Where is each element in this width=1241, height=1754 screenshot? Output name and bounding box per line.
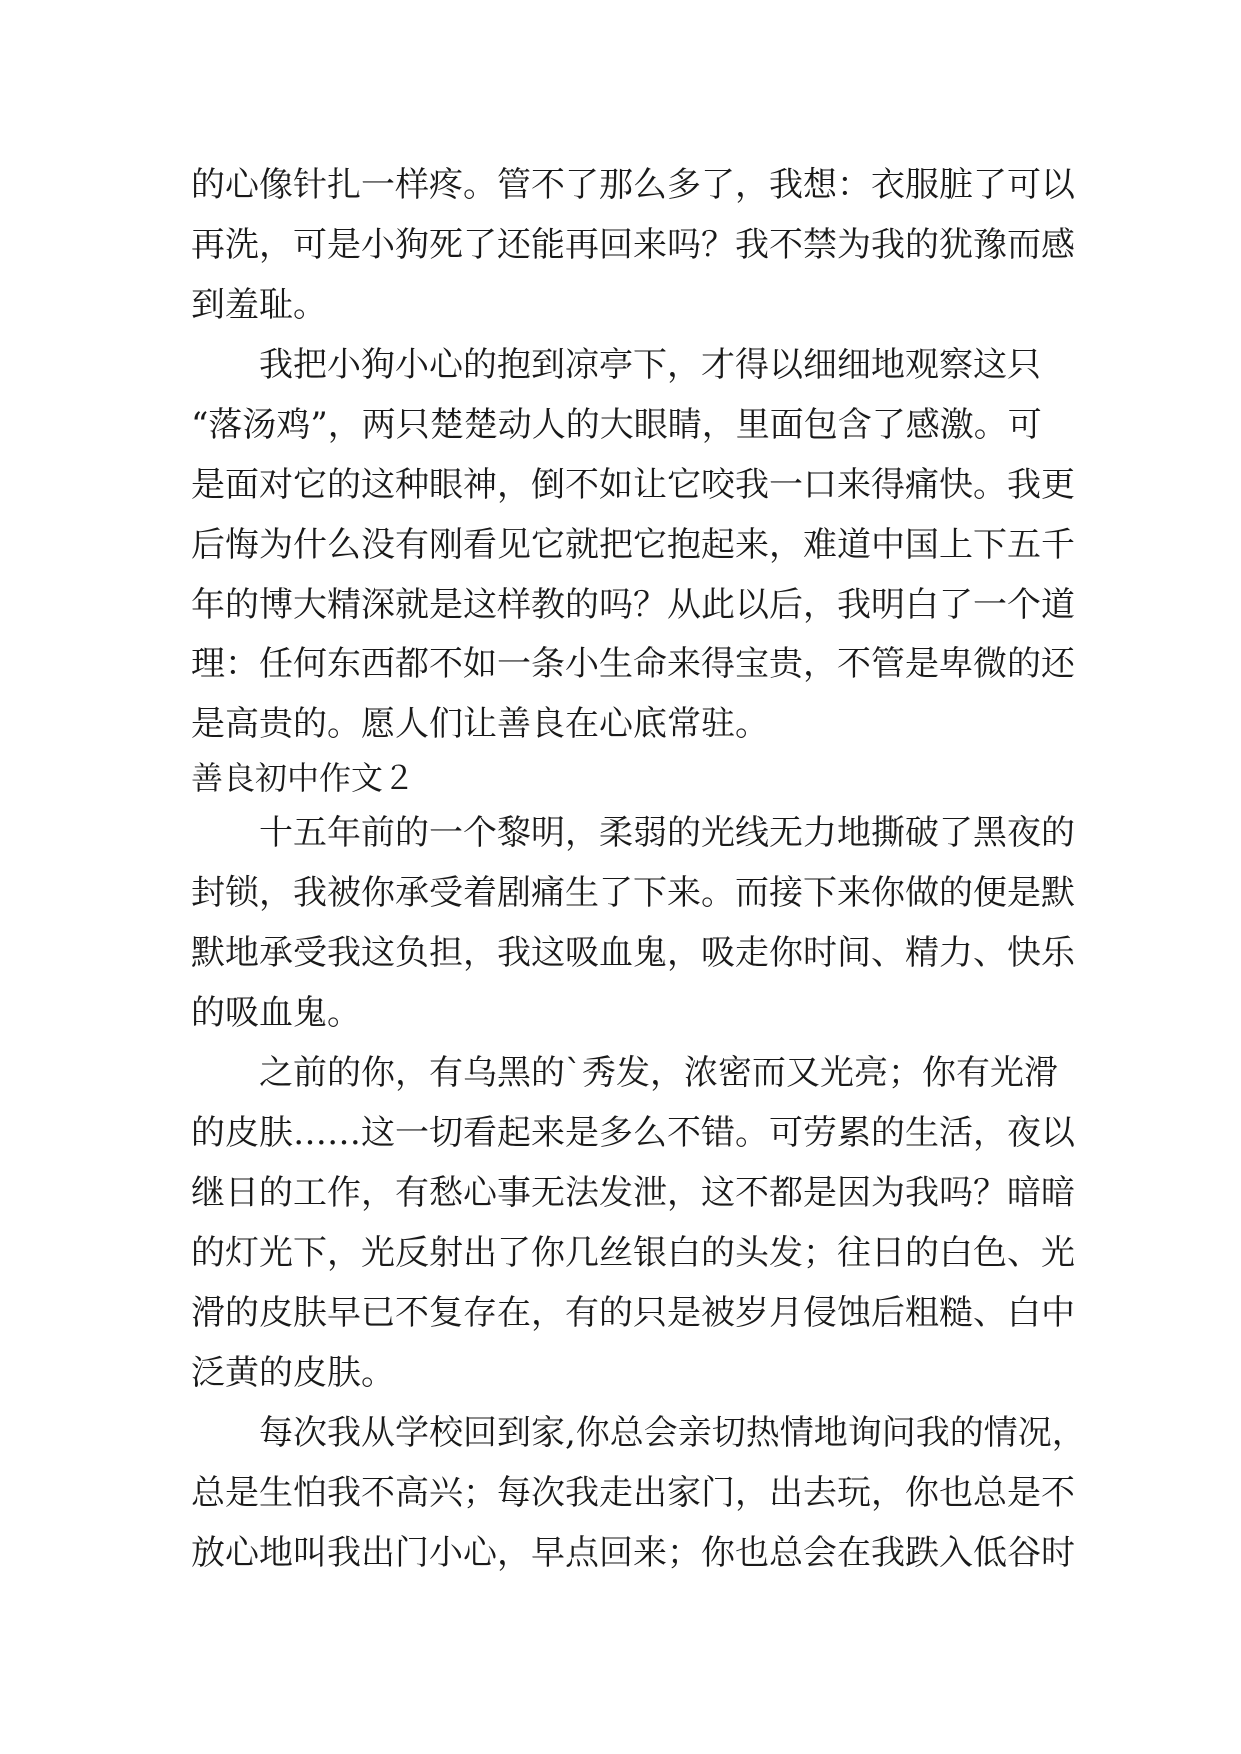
text-line: 总是生怕我不高兴；每次我走出家门，出去玩，你也总是不 (191, 1473, 1075, 1513)
paragraph-first-line: 我把小狗小心的抱到凉亭下，才得以细细地观察这只 (259, 345, 1041, 385)
text-line: 后悔为什么没有刚看见它就把它抱起来，难道中国上下五千 (191, 525, 1075, 565)
text-line: 默地承受我这负担，我这吸血鬼，吸走你时间、精力、快乐 (191, 933, 1075, 973)
text-line: 是高贵的。愿人们让善良在心底常驻。 (191, 704, 769, 744)
paragraph-first-line: 十五年前的一个黎明，柔弱的光线无力地撕破了黑夜的 (259, 813, 1075, 853)
text-line: 的灯光下，光反射出了你几丝银白的头发；往日的白色、光 (191, 1233, 1075, 1273)
text-line: 放心地叫我出门小心，早点回来；你也总会在我跌入低谷时 (191, 1533, 1075, 1573)
section-heading: 善良初中作文２ (191, 759, 416, 797)
text-line: 理：任何东西都不如一条小生命来得宝贵，不管是卑微的还 (191, 644, 1075, 684)
text-line: 是面对它的这种眼神，倒不如让它咬我一口来得痛快。我更 (191, 465, 1075, 505)
text-line: 年的博大精深就是这样教的吗？从此以后，我明白了一个道 (191, 585, 1075, 625)
text-line: 再洗，可是小狗死了还能再回来吗？我不禁为我的犹豫而感 (191, 225, 1075, 265)
text-line: 的心像针扎一样疼。管不了那么多了，我想：衣服脏了可以 (191, 165, 1075, 205)
text-line: 的皮肤……这一切看起来是多么不错。可劳累的生活，夜以 (191, 1113, 1075, 1153)
text-line: 继日的工作，有愁心事无法发泄，这不都是因为我吗？暗暗 (191, 1173, 1075, 1213)
text-line: 的吸血鬼。 (191, 993, 361, 1033)
text-line: 到羞耻。 (191, 285, 327, 325)
paragraph-first-line: 之前的你，有乌黑的`秀发，浓密而又光亮；你有光滑 (259, 1053, 1058, 1093)
text-line: 泛黄的皮肤。 (191, 1353, 395, 1393)
text-line: “落汤鸡”，两只楚楚动人的大眼睛，里面包含了感激。可 (191, 405, 1042, 445)
paragraph-first-line: 每次我从学校回到家,你总会亲切热情地询问我的情况， (259, 1413, 1086, 1453)
text-line: 滑的皮肤早已不复存在，有的只是被岁月侵蚀后粗糙、白中 (191, 1293, 1075, 1333)
text-line: 封锁，我被你承受着剧痛生了下来。而接下来你做的便是默 (191, 873, 1075, 913)
